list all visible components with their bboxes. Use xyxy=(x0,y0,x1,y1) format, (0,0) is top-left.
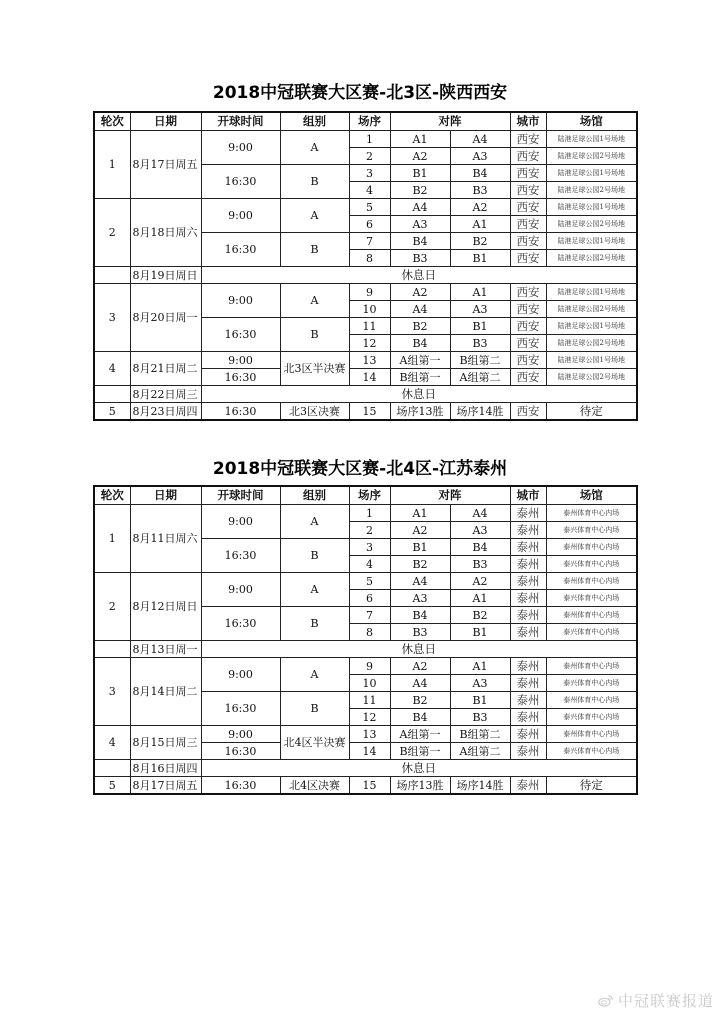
round-cell: 4 xyxy=(94,352,130,386)
kickoff-cell: 16:30 xyxy=(201,403,280,421)
date-cell: 8月18日周六 xyxy=(130,199,201,267)
venue-cell: 陆港足球公园1号场地 xyxy=(546,131,637,148)
header-kickoff: 开球时间 xyxy=(201,112,280,131)
home-team-cell: A3 xyxy=(390,590,450,607)
home-team-cell: B4 xyxy=(390,335,450,352)
match-row xyxy=(94,131,637,148)
header-date: 日期 xyxy=(130,486,201,505)
group-cell: B xyxy=(280,692,349,726)
header-matchup: 对阵 xyxy=(390,112,510,131)
home-team-cell: B2 xyxy=(390,318,450,335)
away-team-cell: B3 xyxy=(450,182,510,199)
group-cell: A xyxy=(280,573,349,607)
match-no-cell: 12 xyxy=(349,335,390,352)
city-cell: 泰州 xyxy=(510,726,546,743)
city-cell: 西安 xyxy=(510,369,546,386)
kickoff-cell: 9:00 xyxy=(201,199,280,233)
header-group: 组别 xyxy=(280,112,349,131)
date-cell: 8月15日周三 xyxy=(130,726,201,760)
rest-day-label: 休息日 xyxy=(201,386,637,403)
group-cell: B xyxy=(280,318,349,352)
table-title-north4: 2018中冠联赛大区赛-北4区-江苏泰州 xyxy=(212,459,508,479)
match-row xyxy=(94,505,637,522)
home-team-cell: A4 xyxy=(390,675,450,692)
header-round: 轮次 xyxy=(94,112,130,131)
city-cell: 西安 xyxy=(510,216,546,233)
city-cell: 西安 xyxy=(510,250,546,267)
venue-cell: 泰州体育中心内场 xyxy=(546,607,637,624)
match-no-cell: 11 xyxy=(349,692,390,709)
city-cell: 西安 xyxy=(510,233,546,250)
venue-cell: 泰州体育中心内场 xyxy=(546,726,637,743)
city-cell: 西安 xyxy=(510,318,546,335)
venue-cell: 陆港足球公园1号场地 xyxy=(546,199,637,216)
away-team-cell: B3 xyxy=(450,709,510,726)
header-kickoff: 开球时间 xyxy=(201,486,280,505)
match-no-cell: 9 xyxy=(349,284,390,301)
home-team-cell: A4 xyxy=(390,199,450,216)
city-cell: 泰州 xyxy=(510,590,546,607)
match-no-cell: 11 xyxy=(349,318,390,335)
city-cell: 西安 xyxy=(510,199,546,216)
match-no-cell: 1 xyxy=(349,131,390,148)
home-team-cell: A2 xyxy=(390,658,450,675)
away-team-cell: A1 xyxy=(450,284,510,301)
away-team-cell: A2 xyxy=(450,573,510,590)
away-team-cell: A2 xyxy=(450,199,510,216)
home-team-cell: A组第一 xyxy=(390,352,450,369)
round-cell xyxy=(94,760,130,777)
away-team-cell: A1 xyxy=(450,658,510,675)
match-no-cell: 13 xyxy=(349,726,390,743)
date-cell: 8月21日周二 xyxy=(130,352,201,386)
kickoff-cell: 9:00 xyxy=(201,573,280,607)
round-cell xyxy=(94,267,130,284)
venue-cell: 陆港足球公园1号场地 xyxy=(546,318,637,335)
round-cell: 1 xyxy=(94,131,130,199)
kickoff-cell: 16:30 xyxy=(201,369,280,386)
kickoff-cell: 16:30 xyxy=(201,692,280,726)
away-team-cell: A3 xyxy=(450,675,510,692)
home-team-cell: A组第一 xyxy=(390,726,450,743)
semifinal-row xyxy=(94,726,637,743)
match-row xyxy=(94,284,637,301)
city-cell: 西安 xyxy=(510,182,546,199)
away-team-cell: 场序14胜 xyxy=(450,403,510,421)
home-team-cell: 场序13胜 xyxy=(390,403,450,421)
away-team-cell: B3 xyxy=(450,556,510,573)
venue-cell: 陆港足球公园2号场地 xyxy=(546,369,637,386)
city-cell: 西安 xyxy=(510,403,546,421)
venue-cell: 陆港足球公园2号场地 xyxy=(546,182,637,199)
city-cell: 泰州 xyxy=(510,556,546,573)
home-team-cell: B组第一 xyxy=(390,743,450,760)
home-team-cell: B1 xyxy=(390,165,450,182)
away-team-cell: B3 xyxy=(450,335,510,352)
match-no-cell: 9 xyxy=(349,658,390,675)
kickoff-cell: 9:00 xyxy=(201,284,280,318)
match-no-cell: 10 xyxy=(349,301,390,318)
match-row xyxy=(94,199,637,216)
rest-day-row xyxy=(94,760,637,777)
home-team-cell: 场序13胜 xyxy=(390,777,450,795)
header-row xyxy=(94,112,637,131)
venue-cell: 陆港足球公园2号场地 xyxy=(546,301,637,318)
kickoff-cell: 9:00 xyxy=(201,352,280,369)
match-no-cell: 10 xyxy=(349,675,390,692)
away-team-cell: B组第二 xyxy=(450,726,510,743)
group-cell: A xyxy=(280,658,349,692)
watermark xyxy=(598,990,714,1011)
round-cell xyxy=(94,386,130,403)
kickoff-cell: 9:00 xyxy=(201,131,280,165)
venue-cell: 泰兴体育中心内场 xyxy=(546,522,637,539)
city-cell: 泰州 xyxy=(510,522,546,539)
city-cell: 泰州 xyxy=(510,539,546,556)
venue-cell: 陆港足球公园1号场地 xyxy=(546,165,637,182)
round-cell: 1 xyxy=(94,505,130,573)
venue-cell: 陆港足球公园1号场地 xyxy=(546,352,637,369)
date-cell: 8月17日周五 xyxy=(130,131,201,199)
rest-day-row xyxy=(94,641,637,658)
match-no-cell: 4 xyxy=(349,556,390,573)
venue-cell: 泰兴体育中心内场 xyxy=(546,624,637,641)
header-city: 城市 xyxy=(510,112,546,131)
round-cell: 3 xyxy=(94,284,130,352)
venue-cell: 泰州体育中心内场 xyxy=(546,573,637,590)
home-team-cell: B组第一 xyxy=(390,369,450,386)
home-team-cell: A1 xyxy=(390,131,450,148)
schedule-table-north4 xyxy=(93,485,638,795)
venue-cell: 泰州体育中心内场 xyxy=(546,539,637,556)
header-row xyxy=(94,486,637,505)
venue-cell: 陆港足球公园1号场地 xyxy=(546,284,637,301)
round-cell: 2 xyxy=(94,573,130,641)
header-group: 组别 xyxy=(280,486,349,505)
round-cell: 2 xyxy=(94,199,130,267)
group-cell: 北4区半决赛 xyxy=(280,726,349,760)
header-venue: 场馆 xyxy=(546,112,637,131)
home-team-cell: B4 xyxy=(390,607,450,624)
home-team-cell: A1 xyxy=(390,505,450,522)
venue-cell: 泰州体育中心内场 xyxy=(546,505,637,522)
venue-cell: 陆港足球公园2号场地 xyxy=(546,216,637,233)
weibo-icon xyxy=(598,994,614,1007)
kickoff-cell: 16:30 xyxy=(201,233,280,267)
home-team-cell: B2 xyxy=(390,692,450,709)
city-cell: 泰州 xyxy=(510,573,546,590)
home-team-cell: B3 xyxy=(390,250,450,267)
match-no-cell: 7 xyxy=(349,233,390,250)
header-match-no: 场序 xyxy=(349,486,390,505)
match-no-cell: 5 xyxy=(349,199,390,216)
away-team-cell: B组第二 xyxy=(450,352,510,369)
match-no-cell: 14 xyxy=(349,743,390,760)
city-cell: 泰州 xyxy=(510,709,546,726)
round-cell: 3 xyxy=(94,658,130,726)
away-team-cell: B1 xyxy=(450,250,510,267)
venue-cell: 泰兴体育中心内场 xyxy=(546,709,637,726)
away-team-cell: B1 xyxy=(450,624,510,641)
rest-day-row xyxy=(94,267,637,284)
match-no-cell: 15 xyxy=(349,403,390,421)
match-no-cell: 7 xyxy=(349,607,390,624)
group-cell: 北3区半决赛 xyxy=(280,352,349,386)
date-cell: 8月12日周日 xyxy=(130,573,201,641)
round-cell: 4 xyxy=(94,726,130,760)
away-team-cell: A4 xyxy=(450,505,510,522)
round-cell: 5 xyxy=(94,403,130,421)
venue-cell: 泰兴体育中心内场 xyxy=(546,743,637,760)
match-no-cell: 1 xyxy=(349,505,390,522)
kickoff-cell: 16:30 xyxy=(201,607,280,641)
match-no-cell: 8 xyxy=(349,250,390,267)
away-team-cell: A3 xyxy=(450,522,510,539)
header-venue: 场馆 xyxy=(546,486,637,505)
group-cell: A xyxy=(280,199,349,233)
venue-cell: 陆港足球公园2号场地 xyxy=(546,335,637,352)
group-cell: A xyxy=(280,284,349,318)
venue-cell: 陆港足球公园2号场地 xyxy=(546,250,637,267)
kickoff-cell: 16:30 xyxy=(201,165,280,199)
home-team-cell: B3 xyxy=(390,624,450,641)
match-no-cell: 12 xyxy=(349,709,390,726)
home-team-cell: B2 xyxy=(390,182,450,199)
home-team-cell: B1 xyxy=(390,539,450,556)
city-cell: 泰州 xyxy=(510,624,546,641)
city-cell: 西安 xyxy=(510,335,546,352)
venue-cell: 泰兴体育中心内场 xyxy=(546,556,637,573)
city-cell: 西安 xyxy=(510,148,546,165)
table-title-north3: 2018中冠联赛大区赛-北3区-陕西西安 xyxy=(212,83,508,103)
final-row xyxy=(94,403,637,421)
away-team-cell: A1 xyxy=(450,216,510,233)
city-cell: 西安 xyxy=(510,352,546,369)
date-cell: 8月20日周一 xyxy=(130,284,201,352)
match-no-cell: 14 xyxy=(349,369,390,386)
venue-cell: 待定 xyxy=(546,777,637,795)
away-team-cell: A组第二 xyxy=(450,743,510,760)
match-no-cell: 3 xyxy=(349,539,390,556)
city-cell: 泰州 xyxy=(510,505,546,522)
match-no-cell: 2 xyxy=(349,522,390,539)
venue-cell: 泰州体育中心内场 xyxy=(546,658,637,675)
date-cell: 8月16日周四 xyxy=(130,760,201,777)
kickoff-cell: 16:30 xyxy=(201,539,280,573)
city-cell: 泰州 xyxy=(510,692,546,709)
venue-cell: 待定 xyxy=(546,403,637,421)
away-team-cell: A4 xyxy=(450,131,510,148)
group-cell: B xyxy=(280,607,349,641)
home-team-cell: B4 xyxy=(390,709,450,726)
rest-day-label: 休息日 xyxy=(201,760,637,777)
away-team-cell: A1 xyxy=(450,590,510,607)
venue-cell: 陆港足球公园1号场地 xyxy=(546,233,637,250)
group-cell: B xyxy=(280,233,349,267)
match-row xyxy=(94,658,637,675)
watermark-text: 中冠联赛报道 xyxy=(618,992,715,1010)
date-cell: 8月19日周日 xyxy=(130,267,201,284)
group-cell: A xyxy=(280,131,349,165)
match-no-cell: 2 xyxy=(349,148,390,165)
match-row xyxy=(94,573,637,590)
header-matchup: 对阵 xyxy=(390,486,510,505)
final-row xyxy=(94,777,637,795)
away-team-cell: 场序14胜 xyxy=(450,777,510,795)
match-no-cell: 13 xyxy=(349,352,390,369)
city-cell: 西安 xyxy=(510,284,546,301)
away-team-cell: B1 xyxy=(450,318,510,335)
semifinal-row xyxy=(94,352,637,369)
schedule-table-north3 xyxy=(93,111,638,421)
away-team-cell: B4 xyxy=(450,165,510,182)
match-no-cell: 6 xyxy=(349,216,390,233)
away-team-cell: B2 xyxy=(450,233,510,250)
venue-cell: 泰兴体育中心内场 xyxy=(546,675,637,692)
home-team-cell: A4 xyxy=(390,573,450,590)
city-cell: 泰州 xyxy=(510,658,546,675)
date-cell: 8月22日周三 xyxy=(130,386,201,403)
away-team-cell: A3 xyxy=(450,148,510,165)
away-team-cell: B4 xyxy=(450,539,510,556)
match-no-cell: 3 xyxy=(349,165,390,182)
header-city: 城市 xyxy=(510,486,546,505)
city-cell: 泰州 xyxy=(510,743,546,760)
match-no-cell: 4 xyxy=(349,182,390,199)
home-team-cell: A4 xyxy=(390,301,450,318)
round-cell xyxy=(94,641,130,658)
group-cell: 北4区决赛 xyxy=(280,777,349,795)
date-cell: 8月17日周五 xyxy=(130,777,201,795)
home-team-cell: B4 xyxy=(390,233,450,250)
away-team-cell: B2 xyxy=(450,607,510,624)
away-team-cell: B1 xyxy=(450,692,510,709)
match-no-cell: 8 xyxy=(349,624,390,641)
city-cell: 西安 xyxy=(510,131,546,148)
city-cell: 泰州 xyxy=(510,777,546,795)
away-team-cell: A3 xyxy=(450,301,510,318)
venue-cell: 泰兴体育中心内场 xyxy=(546,590,637,607)
kickoff-cell: 16:30 xyxy=(201,318,280,352)
venue-cell: 泰州体育中心内场 xyxy=(546,692,637,709)
date-cell: 8月23日周四 xyxy=(130,403,201,421)
match-no-cell: 5 xyxy=(349,573,390,590)
header-match-no: 场序 xyxy=(349,112,390,131)
rest-day-label: 休息日 xyxy=(201,267,637,284)
date-cell: 8月14日周二 xyxy=(130,658,201,726)
rest-day-label: 休息日 xyxy=(201,641,637,658)
kickoff-cell: 9:00 xyxy=(201,658,280,692)
kickoff-cell: 9:00 xyxy=(201,726,280,743)
group-cell: B xyxy=(280,165,349,199)
city-cell: 泰州 xyxy=(510,675,546,692)
rest-day-row xyxy=(94,386,637,403)
group-cell: 北3区决赛 xyxy=(280,403,349,421)
city-cell: 西安 xyxy=(510,165,546,182)
away-team-cell: A组第二 xyxy=(450,369,510,386)
match-no-cell: 6 xyxy=(349,590,390,607)
round-cell: 5 xyxy=(94,777,130,795)
home-team-cell: B2 xyxy=(390,556,450,573)
home-team-cell: A3 xyxy=(390,216,450,233)
venue-cell: 陆港足球公园2号场地 xyxy=(546,148,637,165)
city-cell: 西安 xyxy=(510,301,546,318)
date-cell: 8月13日周一 xyxy=(130,641,201,658)
group-cell: A xyxy=(280,505,349,539)
header-round: 轮次 xyxy=(94,486,130,505)
date-cell: 8月11日周六 xyxy=(130,505,201,573)
header-date: 日期 xyxy=(130,112,201,131)
home-team-cell: A2 xyxy=(390,284,450,301)
kickoff-cell: 16:30 xyxy=(201,777,280,795)
kickoff-cell: 9:00 xyxy=(201,505,280,539)
kickoff-cell: 16:30 xyxy=(201,743,280,760)
group-cell: B xyxy=(280,539,349,573)
city-cell: 泰州 xyxy=(510,607,546,624)
home-team-cell: A2 xyxy=(390,522,450,539)
match-no-cell: 15 xyxy=(349,777,390,795)
home-team-cell: A2 xyxy=(390,148,450,165)
